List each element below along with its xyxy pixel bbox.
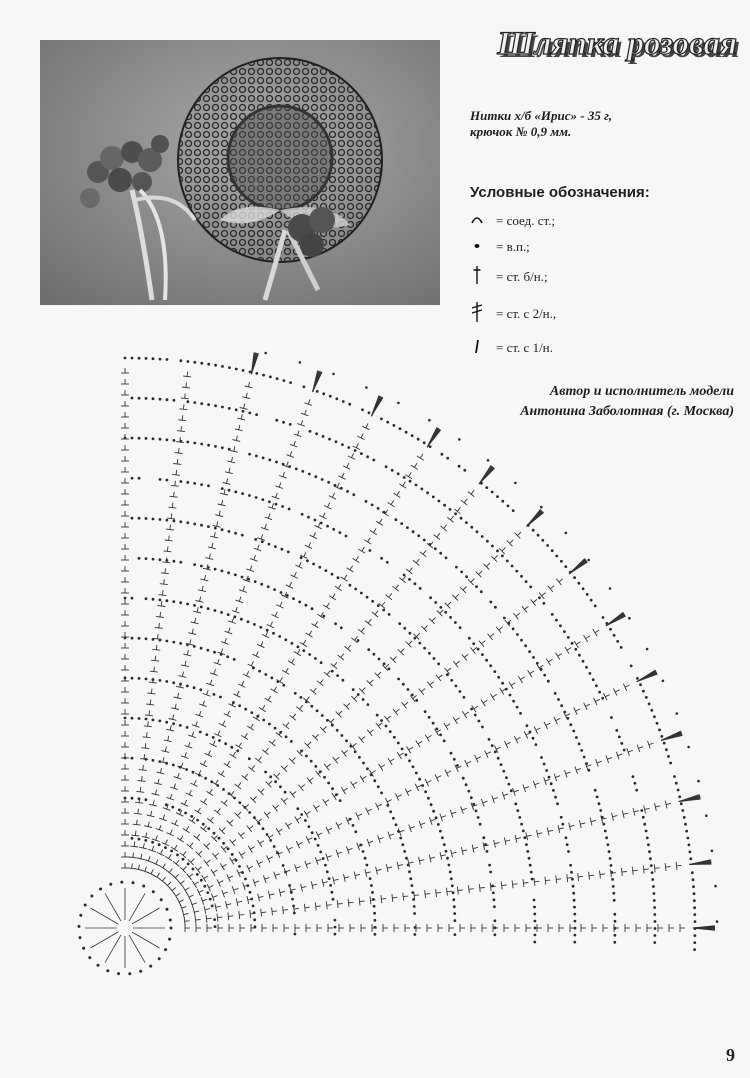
- author-line1: Автор и исполнитель модели: [549, 384, 734, 399]
- legend-item: = в.п.;: [466, 238, 530, 255]
- legend-item: = ст. с 1/н.: [466, 336, 553, 360]
- chain-stitch-icon: [466, 239, 488, 255]
- dc-icon: [466, 264, 488, 290]
- page-number: 9: [726, 1045, 735, 1065]
- legend-item: = соед. ст.;: [466, 212, 555, 229]
- legend-item: = ст. с 2/н.,: [466, 300, 556, 328]
- hat-photo: [40, 40, 440, 305]
- tc-icon: [466, 300, 488, 328]
- legend-item: = ст. б/н.;: [466, 264, 548, 290]
- slip-stitch-icon: [466, 213, 488, 229]
- materials: [470, 108, 612, 140]
- materials-line2: крючок № 0,9 мм.: [470, 124, 572, 139]
- page-title: Шляпка розовая: [497, 26, 737, 62]
- chart-stitches: [78, 352, 719, 976]
- crochet-chart: [0, 340, 750, 1040]
- legend-title: Условные обозначения:: [470, 184, 650, 201]
- author-line2: Антонина Заболотная (г. Москва): [520, 404, 734, 419]
- materials-line1: Нитки х/б «Ирис» - 35 г,: [470, 108, 613, 123]
